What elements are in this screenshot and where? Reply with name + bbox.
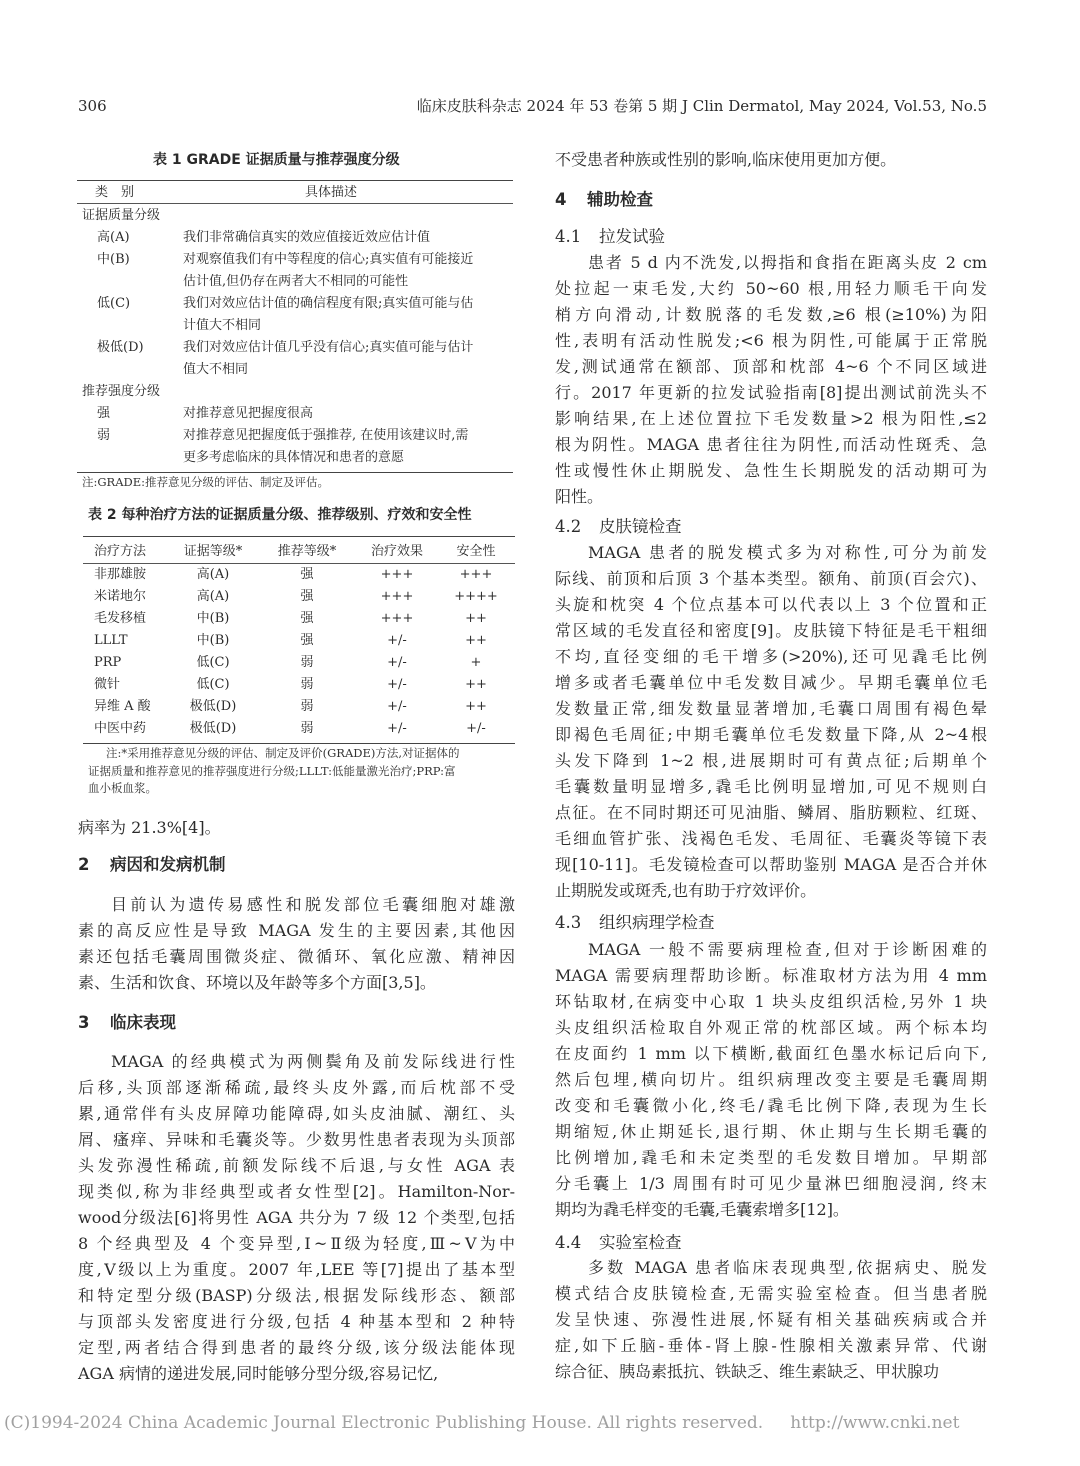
paragraph-line: 然后包埋,横向切片。组织病理改变主要是毛囊周期 <box>555 1070 987 1089</box>
heading-title: 皮肤镜检查 <box>599 517 682 536</box>
paragraph-line: 性,表明有活动性脱发;<6 根为阴性,可能属于正常脱 <box>555 331 987 350</box>
table-cell: 强 <box>300 567 314 582</box>
table-row-description: 估计值,但仍存在两者大不相同的可能性 <box>183 274 409 289</box>
page-number: 306 <box>78 97 107 115</box>
table-cell: 弱 <box>300 721 314 736</box>
table-bottom-rule <box>77 472 513 473</box>
paragraph-line: 处拉起一束毛发,大约 50~60 根,用轻力顺毛干向发 <box>555 279 987 298</box>
table-cell: 毛发移植 <box>94 611 147 626</box>
table-cell: +++ <box>380 567 414 582</box>
paragraph-line: 综合征、胰岛素抵抗、铁缺乏、维生素缺乏、甲状腺功 <box>555 1362 940 1381</box>
paragraph-line: 不均,直径变细的毛干增多(>20%),还可见毳毛比例 <box>555 647 987 666</box>
column-header: 治疗效果 <box>370 544 424 559</box>
table-cell: 非那雄胺 <box>94 567 147 582</box>
paragraph-line: 环钻取材,在病变中心取 1 块头皮组织活检,另外 1 块 <box>555 992 987 1011</box>
paragraph-line: 发数量正常,细发数量显著增加,毛囊口周围有褐色晕 <box>555 699 987 718</box>
running-header: 临床皮肤科杂志 2024 年 53 卷第 5 期 J Clin Dermatol, May 2024, Vol.53, No.5 <box>416 97 987 115</box>
table-cell: ++++ <box>454 589 498 604</box>
table-cell: 异维 A 酸 <box>94 699 151 714</box>
paragraph-line: 梢方向滑动,计数脱落的毛发数,≥6 根(≥10%)为阳 <box>555 305 987 324</box>
table-cell: +++ <box>380 611 414 626</box>
table-cell: PRP <box>94 655 122 670</box>
table-cell: ++ <box>465 677 487 692</box>
paragraph-line: 头旋和枕突 4 个位点基本可以代表以上 3 个位置和正 <box>555 595 987 614</box>
section-heading <box>555 187 653 213</box>
paragraph-line: 止期脱发或斑秃,也有助于疗效评价。 <box>555 881 817 900</box>
table-note-line: 证据质量和推荐意见的推荐强度进行分级;LLLT:低能量激光治疗;PRP:富 <box>88 763 456 778</box>
paragraph-line: 8 个经典型及 4 个变异型,Ⅰ~Ⅱ级为轻度,Ⅲ~Ⅴ为中 <box>78 1234 515 1253</box>
table-title: 表 1 GRADE 证据质量与推荐强度分级 <box>153 152 400 168</box>
paragraph-line: 分毛囊上 1/3 周围有时可见少量淋巴细胞浸润, 终末 <box>555 1174 987 1193</box>
table-cell: 强 <box>300 633 314 648</box>
paragraph-line: 增多或者毛囊单位中毛发数目减少。早期毛囊单位毛 <box>555 673 987 692</box>
table-top-rule <box>77 180 513 181</box>
table-cell: 低(C) <box>196 677 230 692</box>
table-row-category: 极低(D) <box>97 340 144 355</box>
table-cell: +/- <box>387 677 407 692</box>
column-header: 安全性 <box>456 544 496 559</box>
paragraph-line: 点征。在不同时期还可见油脂、鳞屑、脂肪颗粒、红斑、 <box>555 803 987 822</box>
paragraph-line: MAGA 患者的脱发模式多为对称性,可分为前发 <box>588 543 987 562</box>
table-cell: +/- <box>387 721 407 736</box>
table-row-category: 高(A) <box>97 230 130 245</box>
table-row-description: 计值大不相同 <box>183 318 262 333</box>
column-header: 具体描述 <box>305 185 358 200</box>
footer-url[interactable]: http://www.cnki.net <box>790 1413 960 1433</box>
heading-number: 4.4 <box>555 1233 582 1252</box>
paragraph-line: 根为阴性。MAGA 患者往往为阴性,而活动性斑秃、急 <box>555 435 987 454</box>
column-header: 类 别 <box>95 185 135 200</box>
table-row-description: 值大不相同 <box>183 362 249 377</box>
paragraph-line: 病率为 21.3%[4]。 <box>78 818 221 837</box>
paragraph-line: 际线、前顶和后顶 3 个基本类型。额角、前顶(百会穴)、 <box>555 569 987 588</box>
paragraph-line: 毛囊数量明显增多,毳毛比例明显增加,可见不规则白 <box>555 777 987 796</box>
heading-title: 实验室检查 <box>599 1233 682 1252</box>
paragraph-line: 和特定型分级(BASP)分级法,根据发际线形态、额部 <box>78 1286 515 1305</box>
table-row-description: 对推荐意见把握度低于强推荐, 在使用该建议时,需 <box>183 428 469 443</box>
table-cell: ++ <box>465 699 487 714</box>
paragraph-line: 累,通常伴有头皮屏障功能障碍,如头皮油腻、潮红、头 <box>78 1104 515 1123</box>
paragraph-line: 目前认为遗传易感性和脱发部位毛囊细胞对雄激 <box>111 895 515 914</box>
paragraph-line: 影响结果,在上述位置拉下毛发数量>2 根为阳性,≤2 <box>555 409 987 428</box>
table-cell: LLLT <box>94 633 128 648</box>
table-cell: 弱 <box>300 655 314 670</box>
table-row-description: 我们非常确信真实的效应值接近效应估计值 <box>183 230 431 245</box>
table-note-line: 注:*采用推荐意见分级的评估、制定及评价(GRADE)方法,对证据体的 <box>106 746 460 760</box>
copyright-notice: (C)1994-2024 China Academic Journal Electronic Publishing House. All rights reserved. <box>4 1413 764 1433</box>
table-cell: 极低(D) <box>189 721 237 736</box>
table-row-description: 对观察值我们有中等程度的信心;真实值有可能接近 <box>183 252 474 267</box>
table-cell: +/- <box>387 655 407 670</box>
paragraph-line: 头发弥漫性稀疏,前额发际线不后退,与女性 AGA 表 <box>78 1156 515 1175</box>
heading-number: 4.3 <box>555 913 582 932</box>
paragraph-line: 素还包括毛囊周围微炎症、微循环、氧化应激、精神因 <box>78 947 515 966</box>
paragraph-line: 即褐色毛周征;中期毛囊单位毛发数量下降,从 2~4根 <box>555 725 987 744</box>
paragraph-line: 比例增加,毳毛和未定类型的毛发数目增加。早期部 <box>555 1148 987 1167</box>
heading-title: 辅助检查 <box>587 190 653 209</box>
table-cell: 微针 <box>94 677 121 692</box>
paragraph-line: 不受患者种族或性别的影响,临床使用更加方便。 <box>555 150 897 169</box>
section-heading <box>78 1010 176 1036</box>
paragraph-line: 发,测试通常在额部、顶部和枕部 4~6 个不同区域进 <box>555 357 987 376</box>
heading-number: 3 <box>78 1013 90 1032</box>
table-top-rule <box>83 536 515 537</box>
table-cell: 强 <box>300 589 314 604</box>
heading-number: 4.2 <box>555 517 582 536</box>
heading-number: 2 <box>78 855 90 874</box>
table-cell: 弱 <box>300 699 314 714</box>
column-header: 治疗方法 <box>94 544 147 559</box>
heading-number: 4 <box>555 190 567 209</box>
table-cell: +++ <box>380 589 414 604</box>
paragraph-line: 头皮组织活检取自外观正常的枕部区域。两个标本均 <box>555 1018 987 1037</box>
paragraph-line: 毛细血管扩张、浅褐色毛发、毛周征、毛囊炎等镜下表 <box>555 829 987 848</box>
paragraph-line: 多数 MAGA 患者临床表现典型,依据病史、脱发 <box>588 1258 987 1277</box>
paragraph-line: 定型,两者结合得到患者的最终分级,该分级法能体现 <box>78 1338 515 1357</box>
heading-title: 拉发试验 <box>599 227 665 246</box>
subsection-heading <box>555 514 682 540</box>
paragraph-line: 症,如下丘脑-垂体-肾上腺-性腺相关激素异常、代谢 <box>555 1336 987 1355</box>
table-row-description: 更多考虑临床的具体情况和患者的意愿 <box>183 450 405 465</box>
paragraph-line: 期缩短,休止期延长,退行期、休止期与生长期毛囊的 <box>555 1122 987 1141</box>
table-cell: +++ <box>459 567 493 582</box>
table-row-description: 对推荐意见把握度很高 <box>183 406 314 421</box>
paragraph-line: wood分级法[6]将男性 AGA 共分为 7 级 12 个类型,包括 <box>78 1208 515 1227</box>
paragraph-line: 屑、瘙痒、异味和毛囊炎等。少数男性患者表现为头顶部 <box>78 1130 515 1149</box>
heading-title: 组织病理学检查 <box>599 913 715 932</box>
paragraph-line: 患者 5 d 内不洗发,以拇指和食指在距离头皮 2 cm <box>588 253 987 272</box>
paragraph-line: 度,Ⅴ级以上为重度。2007 年,LEE 等[7]提出了基本型 <box>78 1260 515 1279</box>
table-bottom-rule <box>83 743 515 744</box>
paragraph-line: 发呈快速、弥漫性进展,怀疑有相关基础疾病或合并 <box>555 1310 987 1329</box>
table-cell: 弱 <box>300 677 314 692</box>
table-note-line: 血小板血浆。 <box>88 781 157 795</box>
table-cell: 强 <box>300 611 314 626</box>
table-cell: ++ <box>465 633 487 648</box>
table-row-category: 证据质量分级 <box>82 208 161 223</box>
table-row-description: 我们对效应估计值的确信程度有限;真实值可能与估 <box>183 296 474 311</box>
table-cell: 米诺地尔 <box>94 589 147 604</box>
table-header-rule <box>83 563 515 564</box>
table-cell: 高(A) <box>196 567 230 582</box>
paragraph-line: MAGA 需要病理帮助诊断。标准取材方法为用 4 mm <box>555 966 987 985</box>
table-cell: + <box>470 655 482 670</box>
column-header: 推荐等级* <box>277 544 337 559</box>
paragraph-line: 性或慢性休止期脱发、急性生长期脱发的活动期可为 <box>555 461 987 480</box>
paragraph-line: 常区域的毛发直径和密度[9]。皮肤镜下特征是毛干粗细 <box>555 621 987 640</box>
table-cell: 中(B) <box>196 633 230 648</box>
table-cell: 高(A) <box>196 589 230 604</box>
table-cell: 中医中药 <box>94 721 147 736</box>
table-header-rule <box>77 203 513 204</box>
table-cell: ++ <box>465 611 487 626</box>
paragraph-line: 现[10-11]。毛发镜检查可以帮助鉴别 MAGA 是否合并休 <box>555 855 987 874</box>
table-row-category: 低(C) <box>97 296 131 311</box>
table-note: 注:GRADE:推荐意见分级的评估、制定及评估。 <box>82 475 330 489</box>
table-row-description: 我们对效应估计值几乎没有信心;真实值可能与估计 <box>183 340 474 355</box>
paragraph-line: AGA 病情的递进发展,同时能够分型分级,容易记忆, <box>78 1364 439 1383</box>
footer <box>4 1412 959 1434</box>
heading-title: 病因和发病机制 <box>110 855 226 874</box>
section-heading <box>78 852 226 878</box>
paragraph-line: 在皮面约 1 mm 以下横断,截面红色墨水标记后向下, <box>555 1044 987 1063</box>
paragraph-line: 期均为毳毛样变的毛囊,毛囊索增多[12]。 <box>555 1200 849 1219</box>
paragraph-line: 改变和毛囊微小化,终毛/毳毛比例下降,表现为生长 <box>555 1096 987 1115</box>
paragraph-line: 与顶部头发密度进行分级,包括 4 种基本型和 2 种特 <box>78 1312 515 1331</box>
paragraph-line: 阳性。 <box>555 487 604 506</box>
table-cell: 极低(D) <box>189 699 237 714</box>
table-row-category: 弱 <box>97 428 111 443</box>
paragraph-line: MAGA 一般不需要病理检查,但对于诊断困难的 <box>588 940 987 959</box>
table-row-category: 推荐强度分级 <box>82 384 161 399</box>
table-cell: +/- <box>387 699 407 714</box>
heading-number: 4.1 <box>555 227 582 246</box>
paragraph-line: 后移,头顶部逐渐稀疏,最终头皮外露,而后枕部不受 <box>78 1078 515 1097</box>
heading-title: 临床表现 <box>110 1013 176 1032</box>
subsection-heading <box>555 910 715 936</box>
table-row-category: 中(B) <box>97 252 130 267</box>
table-cell: +/- <box>387 633 407 648</box>
paragraph-line: 头发下降到 1~2 根,进展期时可有黄点征;后期单个 <box>555 751 987 770</box>
paragraph-line: MAGA 的经典模式为两侧鬓角及前发际线进行性 <box>111 1052 515 1071</box>
paragraph-line: 行。2017 年更新的拉发试验指南[8]提出测试前洗头不 <box>555 383 987 402</box>
table-title: 表 2 每种治疗方法的证据质量分级、推荐级别、疗效和安全性 <box>88 507 472 523</box>
table-cell: 低(C) <box>196 655 230 670</box>
paragraph-line: 现类似,称为非经典型或者女性型[2]。Hamilton-Nor- <box>78 1182 515 1201</box>
paragraph-line: 素、生活和饮食、环境以及年龄等多个方面[3,5]。 <box>78 973 436 992</box>
table-row-category: 强 <box>97 406 111 421</box>
subsection-heading <box>555 1230 682 1256</box>
subsection-heading <box>555 224 665 250</box>
table-cell: 中(B) <box>196 611 230 626</box>
table-cell: +/- <box>466 721 486 736</box>
paragraph-line: 模式结合皮肤镜检查,无需实验室检查。但当患者脱 <box>555 1284 987 1303</box>
paragraph-line: 素的高反应性是导致 MAGA 发生的主要因素,其他因 <box>78 921 515 940</box>
column-header: 证据等级* <box>183 544 243 559</box>
